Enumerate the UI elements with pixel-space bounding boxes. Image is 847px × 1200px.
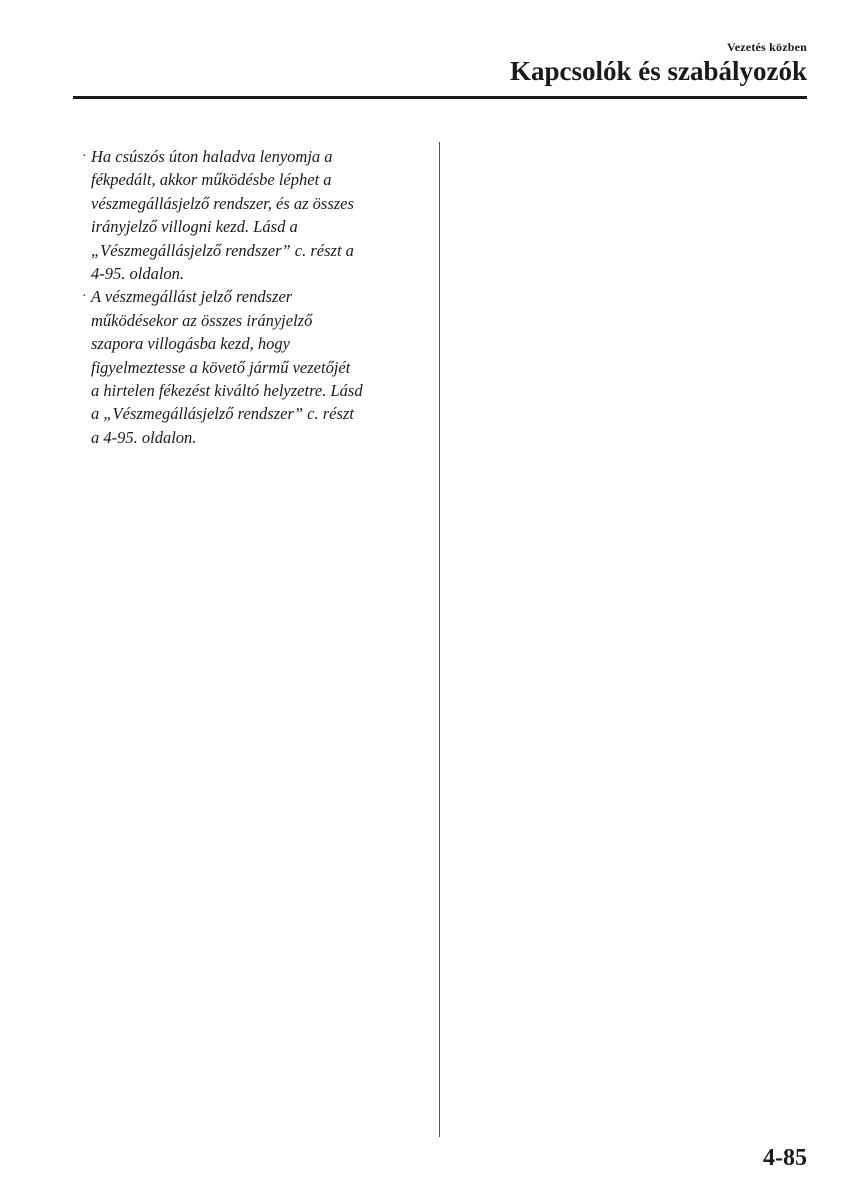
- note-line: működésekor az összes irányjelző: [91, 310, 313, 330]
- note-line: szapora villogásba kezd, hogy: [91, 334, 290, 354]
- note-item: [82, 145, 422, 285]
- note-line: Ha csúszós úton haladva lenyomja a: [91, 147, 333, 166]
- note-line: figyelmeztesse a követő jármű vezetőjét: [91, 357, 351, 377]
- note-item: [82, 285, 422, 449]
- note-line: a hirtelen fékezést kiváltó helyzetre. Lásd: [91, 381, 363, 401]
- header-rule: [73, 96, 807, 99]
- note-line: A vészmegállást jelző rendszer: [91, 287, 293, 307]
- bullet-dot: ·: [82, 149, 87, 164]
- column-divider: [439, 142, 440, 1137]
- bullet-dot: ·: [82, 289, 87, 305]
- chapter-title: Kapcsolók és szabályozók: [509, 56, 807, 86]
- note-line: vészmegállásjelző rendszer, és az összes: [91, 193, 354, 213]
- note-line: fékpedált, akkor működésbe léphet a: [91, 170, 332, 190]
- page-number: 4-85: [763, 1145, 807, 1171]
- note-line: a „Vészmegállásjelző rendszer” c. részt: [91, 404, 354, 424]
- note-line: 4-95. oldalon.: [91, 264, 185, 284]
- note-line: „Vészmegállásjelző rendszer” c. részt a: [91, 240, 354, 260]
- note-line: irányjelző villogni kezd. Lásd a: [91, 217, 298, 237]
- note-line: a 4-95. oldalon.: [91, 427, 197, 447]
- section-label: Vezetés közben: [726, 40, 807, 54]
- note-list: [82, 145, 422, 449]
